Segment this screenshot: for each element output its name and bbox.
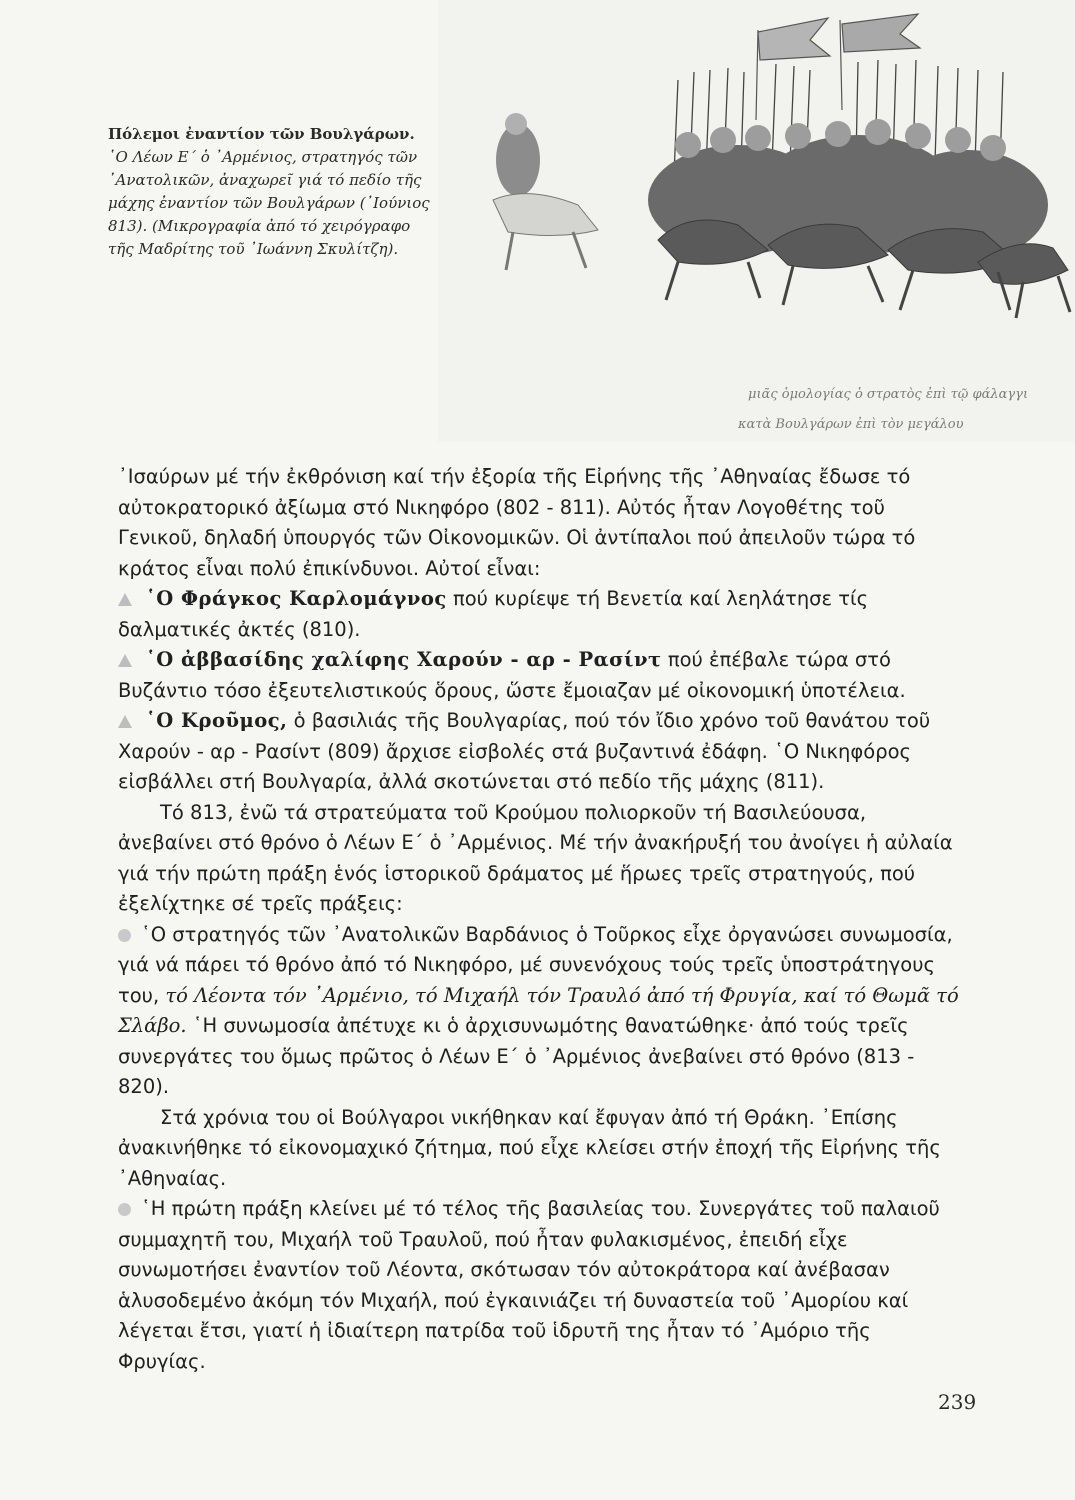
circle-item-text: ῾Η πρώτη πράξη κλείνει μέ τό τέλος τῆς βασιλείας του. Συνεργάτες τοῦ παλαιοῦ συμμαχητῆ του, Μιχαήλ τοῦ Τραυλοῦ, πού ἦταν φυλακισμένος, ἐπειδή εἶχε συνωμοτήσει ἐναντίον τοῦ Λέοντα, σκότωσαν τόν αὐτοκράτορα καί ἀνέβασαν ἁλυσοδεμένο ἀκόμη τόν Μιχαήλ, πού ἐγκαινιάζει τή δυναστεία τοῦ ᾿Αμορίου καί λέγεται ἔτσι, γιατί ἡ ἰδιαίτερη πατρίδα τοῦ ἱδρυτῆ της ἦταν τό ᾿Αμόριο τῆς Φρυγίας. bbox=[118, 1197, 940, 1373]
bullet-text: πού κυρίεψε τή Βενετία καί λεηλάτησε τίς δαλματικές ἀκτές (810). bbox=[118, 587, 869, 641]
caption-body: ῾Ο Λέων Ε΄ ὁ ᾿Αρμένιος, στρατηγός τῶν ᾿Ανατολικῶν, ἀναχωρεῖ γιά τό πεδίο τῆς μάχης ἐναντίον τῶν Βουλγάρων (᾿Ιούνιος 813). (Μικρογραφία ἀπό τό χειρόγραφο τῆς Μαδρίτης τοῦ ᾿Ιωάννη Σκυλίτζη). bbox=[108, 148, 430, 258]
image-caption bbox=[108, 123, 430, 261]
bullet-name: ῾Ο Φράγκος Καρλομάγνος bbox=[146, 587, 447, 610]
bullet-name: ῾Ο ἀββασίδης χαλίφης Χαρούν - αρ - Ρασίντ bbox=[146, 648, 662, 671]
circle-item-2 bbox=[118, 1194, 964, 1377]
miniature-illustration bbox=[438, 0, 1075, 442]
triangle-bullet-icon bbox=[118, 593, 132, 606]
bullet-krum bbox=[118, 706, 964, 798]
circle-item-1 bbox=[118, 920, 964, 1103]
paragraph-2: Τό 813, ἐνῶ τά στρατεύματα τοῦ Κρούμου πολιορκοῦν τή Βασιλεύουσα, ἀνεβαίνει στό θρόνο ὁ Λέων Ε΄ ὁ ᾿Αρμένιος. Μέ τήν ἀνακήρυξή του ἀνοίγει ἡ αὐλαία γιά τήν πρώτη πράξη ἑνός ἱστορικοῦ δράματος μέ ἥρωες τρεῖς στρατηγούς, πού ἐξελίχτηκε σέ τρεῖς πράξεις: bbox=[118, 800, 953, 915]
paragraph-1: ᾿Ισαύρων μέ τήν ἐκθρόνιση καί τήν ἐξορία τῆς Εἰρήνης τῆς ᾿Αθηναίας ἔδωσε τό αὐτοκρατορικό ἀξίωμα στό Νικηφόρο (802 - 811). Αὐτός ἦταν Λογοθέτης τοῦ Γενικοῦ, δηλαδή ὑπουργός τῶν Οἰκονομικῶν. Οἱ ἀντίπαλοι πού ἀπειλοῦν τώρα τό κράτος εἶναι πολύ ἐπικίνδυνοι. Αὐτοί εἶναι: bbox=[118, 465, 916, 580]
circle-bullet-icon bbox=[118, 929, 131, 942]
triangle-bullet-icon bbox=[118, 715, 132, 728]
bullet-charlemagne bbox=[118, 584, 964, 645]
circle-bullet-icon bbox=[118, 1203, 131, 1216]
circle-item-text-start: ῾Ο στρατηγός τῶν ᾿Ανατολικῶν Βαρδάνιος ὁ Τοῦρκος εἶχε ὀργανώσει συνωμοσία, γιά νά πάρει τό θρόνο ἀπό τό Νικηφόρο, μέ συνενόχους τούς τρεῖς ὑποστράτηγους του, bbox=[118, 922, 953, 1007]
paragraph-3: Στά χρόνια του οἱ Βούλγαροι νικήθηκαν καί ἔφυγαν ἀπό τή Θράκη. ᾿Επίσης ἀνακινήθηκε τό εἰκονομαχικό ζήτημα, πού εἶχε κλείσει στήν ἐποχή τῆς Εἰρήνης τῆς ᾿Αθηναίας. bbox=[118, 1105, 941, 1190]
triangle-bullet-icon bbox=[118, 654, 132, 667]
inscription-line-2: κατὰ Βουλγάρων ἐπὶ τὸν μεγάλου bbox=[738, 417, 964, 432]
bullet-harun bbox=[118, 645, 964, 706]
body-text bbox=[118, 462, 964, 1377]
bullet-name: ῾Ο Κροῦμος, bbox=[146, 709, 288, 732]
page-number: 239 bbox=[938, 1390, 977, 1414]
inscription-line-1: μιᾶς ὁμολογίας ὁ στρατὸς ἐπὶ τῷ φάλαγγι bbox=[748, 387, 1029, 402]
bullet-text: πού ἐπέβαλε τώρα στό Βυζάντιο τόσο ἐξευτελιστικούς ὅρους, ὥστε ἔμοιαζαν μέ οἰκονομική ὑποτέλεια. bbox=[118, 648, 906, 702]
circle-item-text-end: ῾Η συνωμοσία ἀπέτυχε κι ὁ ἀρχισυνωμότης θανατώθηκε· ἀπό τούς τρεῖς συνεργάτες του ὅμως πρῶτος ὁ Λέων Ε΄ ὁ ᾿Αρμένιος ἀνεβαίνει στό θρόνο (813 - 820). bbox=[118, 1014, 915, 1098]
circle-item-text-italic: τό Λέοντα τόν ᾿Αρμένιο, τό Μιχαήλ τόν Τραυλό ἀπό τή Φρυγία, καί τό Θωμᾶ τό Σλάβο. bbox=[118, 983, 959, 1037]
bullet-text: ὁ βασιλιάς τῆς Βουλγαρίας, πού τόν ἴδιο χρόνο τοῦ θανάτου τοῦ Χαρούν - αρ - Ρασίντ (809) ἄρχισε εἰσβολές στά βυζαντινά ἐδάφη. ῾Ο Νικηφόρος εἰσβάλλει στή Βουλγαρία, ἀλλά σκοτώνεται στό πεδίο τῆς μάχης (811). bbox=[118, 709, 931, 793]
caption-title: Πόλεμοι ἐναντίον τῶν Βουλγάρων. bbox=[108, 125, 415, 143]
